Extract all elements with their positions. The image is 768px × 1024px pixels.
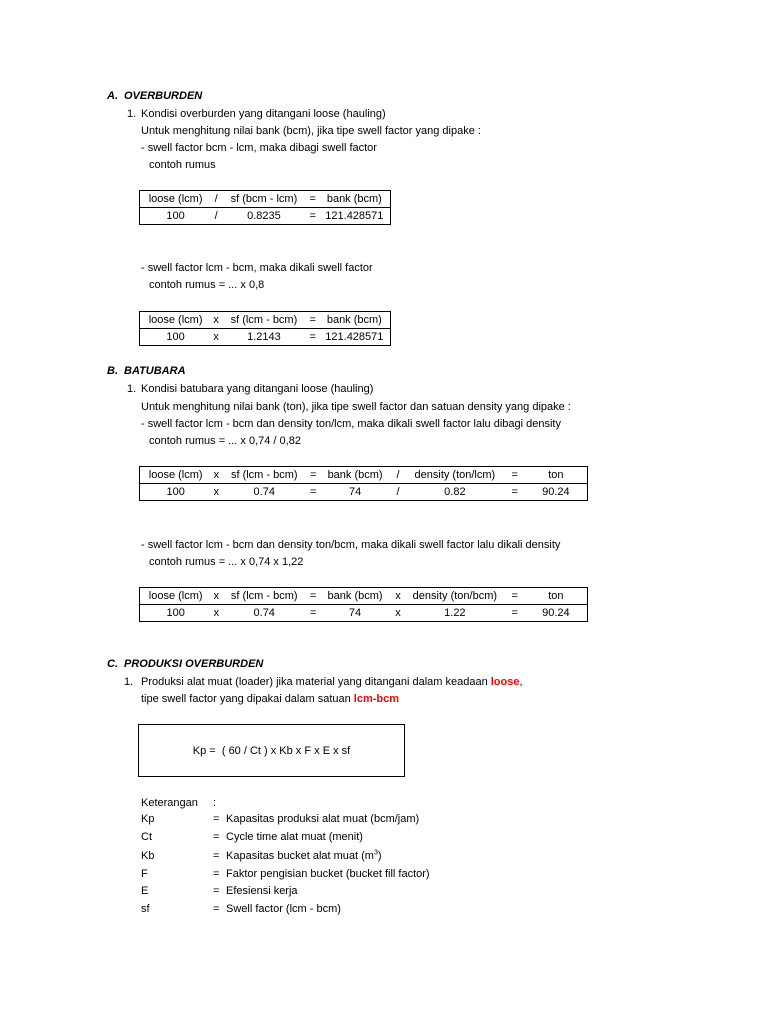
table-cell: x	[211, 467, 221, 484]
table-cell: =	[307, 588, 319, 605]
section-b-case1: - swell factor lcm - bcm dan density ton/lcm, maka dikali swell factor lalu dibagi density	[141, 418, 561, 430]
section-c-title: PRODUKSI OVERBURDEN	[124, 658, 264, 670]
table-cell: loose (lcm)	[140, 191, 212, 208]
legend-key: F	[141, 868, 148, 880]
table-cell: density (ton/bcm)	[405, 588, 505, 605]
legend-value: Cycle time alat muat (menit)	[226, 831, 363, 843]
table-cell: =	[307, 191, 319, 208]
table-cell: loose (lcm)	[140, 312, 212, 329]
table-cell: 100	[166, 606, 185, 619]
table-cell: 74	[348, 606, 362, 619]
table-cell: =	[309, 330, 316, 343]
legend-equals: =	[213, 885, 220, 897]
superscript-three: 3	[373, 849, 378, 857]
table-cell: 90.24	[542, 485, 570, 498]
formula-box	[138, 724, 405, 777]
section-c-item-text-comma: ,	[519, 676, 523, 688]
section-a-marker: A.	[107, 90, 118, 102]
table-row	[140, 208, 391, 225]
section-b-case1-example: contoh rumus = ... x 0,74 / 0,82	[149, 435, 301, 447]
table-cell: 100	[166, 330, 185, 343]
table-cell: 1.2143	[247, 330, 281, 343]
table-cell: sf (lcm - bcm)	[221, 588, 307, 605]
table-cell: bank (bcm)	[319, 191, 391, 208]
table-cell: 0.74	[253, 485, 275, 498]
section-b-title: BATUBARA	[124, 365, 186, 377]
section-b-case2-example: contoh rumus = ... x 0,74 x 1,22	[149, 556, 304, 568]
section-a-case1: - swell factor bcm - lcm, maka dibagi swell factor	[141, 142, 377, 154]
table-header-row	[140, 312, 391, 329]
section-a-case2-example: contoh rumus = ... x 0,8	[149, 279, 265, 291]
table-cell: =	[307, 467, 319, 484]
table-cell: 1.22	[444, 606, 466, 619]
legend-value: Efesiensi kerja	[226, 885, 298, 897]
legend-key: sf	[141, 903, 150, 915]
table-cell: 0.74	[253, 606, 275, 619]
section-c-item-text	[141, 675, 523, 689]
table-cell: 0.8235	[247, 209, 281, 222]
table-cell: bank (bcm)	[319, 312, 391, 329]
table-header-row	[140, 191, 391, 208]
legend-value-kb	[226, 849, 382, 863]
section-a-item-text: Kondisi overburden yang ditangani loose (hauling)	[141, 108, 386, 120]
section-a-table-2	[139, 311, 391, 346]
table-cell: =	[307, 312, 319, 329]
table-cell: x	[213, 606, 220, 619]
section-a-table-1	[139, 190, 391, 225]
table-cell: sf (lcm - bcm)	[221, 312, 307, 329]
table-cell: =	[309, 606, 317, 619]
legend-value: Faktor pengisian bucket (bucket fill factor)	[226, 868, 430, 880]
section-c-line2	[141, 692, 399, 706]
legend-equals: =	[213, 868, 220, 880]
table-cell: 121.428571	[325, 330, 384, 343]
table-cell: =	[505, 588, 525, 605]
table-cell: ton	[525, 588, 588, 605]
table-cell: 121.428571	[325, 209, 384, 222]
legend-value-end: )	[377, 850, 382, 862]
table-cell: bank (bcm)	[319, 467, 391, 484]
legend-key: E	[141, 885, 149, 897]
table-cell: 90.24	[542, 606, 570, 619]
section-b-item-number: 1.	[127, 383, 137, 395]
table-cell: x	[391, 588, 405, 605]
table-cell: x	[213, 485, 220, 498]
table-header-row	[140, 588, 588, 605]
legend-equals: =	[213, 813, 220, 825]
legend-value: Kapasitas produksi alat muat (bcm/jam)	[226, 813, 420, 825]
section-b-item-text: Kondisi batubara yang ditangani loose (hauling)	[141, 383, 374, 395]
table-cell: 74	[348, 485, 362, 498]
legend-key: Ct	[141, 831, 152, 843]
legend-equals: =	[213, 850, 220, 862]
table-header-row	[140, 467, 588, 484]
table-cell: sf (bcm - lcm)	[221, 191, 307, 208]
table-cell: =	[309, 209, 316, 222]
legend-key: Kb	[141, 850, 155, 862]
legend-value: Swell factor (lcm - bcm)	[226, 903, 341, 915]
section-c-item-number: 1.	[124, 676, 134, 688]
table-cell: loose (lcm)	[140, 588, 212, 605]
section-a-case1-example: contoh rumus	[149, 159, 216, 171]
legend-equals: =	[213, 831, 220, 843]
legend-key: Kp	[141, 813, 155, 825]
legend-title-colon: :	[213, 797, 217, 809]
section-a-item-number: 1.	[127, 108, 137, 120]
loose-highlight: loose	[490, 676, 520, 688]
table-cell: 0.82	[444, 485, 466, 498]
section-b-table-1	[139, 466, 588, 501]
table-cell: /	[391, 467, 405, 484]
table-cell: 100	[166, 485, 185, 498]
lcm-bcm-highlight: lcm-bcm	[353, 693, 400, 705]
production-formula: Kp = ( 60 / Ct ) x Kb x F x E x sf	[192, 744, 351, 757]
table-cell: sf (lcm - bcm)	[221, 467, 307, 484]
legend-equals: =	[213, 903, 220, 915]
section-a-case2: - swell factor lcm - bcm, maka dikali swell factor	[141, 262, 373, 274]
legend-title: Keterangan	[141, 797, 198, 809]
table-row	[140, 605, 588, 622]
section-b-case2: - swell factor lcm - bcm dan density ton/bcm, maka dikali swell factor lalu dikali density	[141, 539, 561, 551]
table-cell: loose (lcm)	[140, 467, 212, 484]
section-c-marker: C.	[107, 658, 118, 670]
table-cell: /	[396, 485, 400, 498]
section-c-line2-main: tipe swell factor yang dipakai dalam satuan	[141, 693, 354, 705]
section-a-title: OVERBURDEN	[124, 90, 203, 102]
table-cell: x	[211, 588, 221, 605]
section-a-intro: Untuk menghitung nilai bank (bcm), jika tipe swell factor yang dipake :	[141, 125, 481, 137]
section-b-marker: B.	[107, 365, 118, 377]
table-cell: density (ton/lcm)	[405, 467, 505, 484]
table-cell: 100	[166, 209, 185, 222]
table-cell: =	[511, 485, 518, 498]
table-cell: ton	[525, 467, 588, 484]
table-cell: x	[395, 606, 401, 619]
table-cell: =	[511, 606, 518, 619]
table-row	[140, 484, 588, 501]
table-cell: x	[213, 330, 219, 343]
section-c-item-text-main: Produksi alat muat (loader) jika material yang ditangani dalam keadaan	[141, 676, 491, 688]
table-cell: x	[211, 312, 221, 329]
section-b-table-2	[139, 587, 588, 622]
table-row	[140, 329, 391, 346]
table-cell: /	[214, 209, 218, 222]
table-cell: /	[211, 191, 221, 208]
section-b-intro: Untuk menghitung nilai bank (ton), jika tipe swell factor dan satuan density yang dipake :	[141, 401, 571, 413]
table-cell: bank (bcm)	[319, 588, 391, 605]
legend-value: Kapasitas bucket alat muat (m	[226, 850, 374, 862]
table-cell: =	[505, 467, 525, 484]
table-cell: =	[309, 485, 317, 498]
